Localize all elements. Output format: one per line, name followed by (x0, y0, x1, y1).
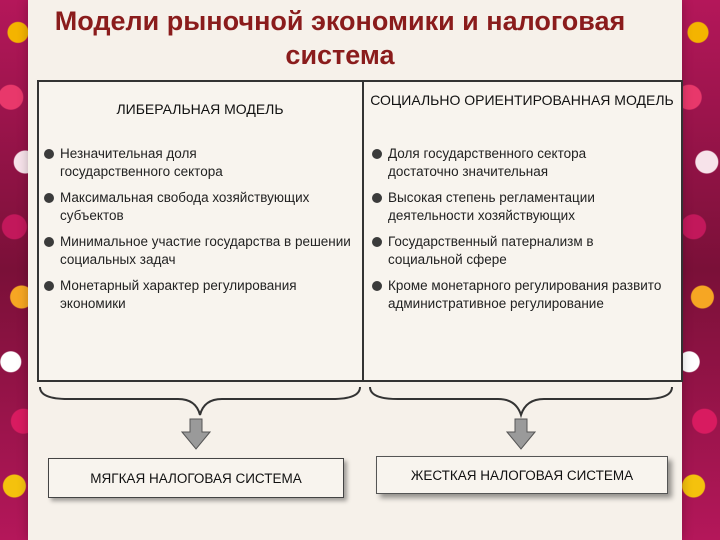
list-item: Государственный патернализм в социальной сфере (368, 233, 663, 269)
down-arrow-icon (506, 418, 536, 450)
list-item: Высокая степень регламентации деятельности хозяйствующих (368, 189, 668, 225)
bullet-dot-icon (44, 193, 54, 203)
list-item: Незначительная доля государственного сектора (40, 145, 290, 181)
bullet-dot-icon (44, 281, 54, 291)
social-model-list (368, 145, 678, 321)
soft-tax-system-box: МЯГКАЯ НАЛОГОВАЯ СИСТЕМА (48, 458, 344, 498)
list-item: Кроме монетарного регулирования развито административное регулирование (368, 277, 678, 313)
bullet-dot-icon (372, 193, 382, 203)
liberal-model-header: ЛИБЕРАЛЬНАЯ МОДЕЛЬ (116, 101, 284, 117)
list-item: Монетарный характер регулирования экономики (40, 277, 360, 313)
table-divider (362, 80, 364, 382)
bullet-dot-icon (372, 237, 382, 247)
bullet-dot-icon (372, 281, 382, 291)
bullet-dot-icon (44, 237, 54, 247)
list-item: Максимальная свобода хозяйствующих субъектов (40, 189, 362, 225)
down-arrow-icon (181, 418, 211, 450)
brace-icon (38, 385, 362, 419)
liberal-model-list (40, 145, 362, 321)
bullet-dot-icon (372, 149, 382, 159)
hard-tax-system-box: ЖЕСТКАЯ НАЛОГОВАЯ СИСТЕМА (376, 456, 668, 494)
social-model-header: СОЦИАЛЬНО ОРИЕНТИРОВАННАЯ МОДЕЛЬ (370, 92, 674, 108)
slide-title: Модели рыночной экономики и налоговая система (54, 6, 626, 70)
bullet-dot-icon (44, 149, 54, 159)
list-item: Минимальное участие государства в решении социальных задач (40, 233, 360, 269)
list-item: Доля государственного сектора достаточно значительная (368, 145, 648, 181)
brace-icon (368, 385, 674, 419)
